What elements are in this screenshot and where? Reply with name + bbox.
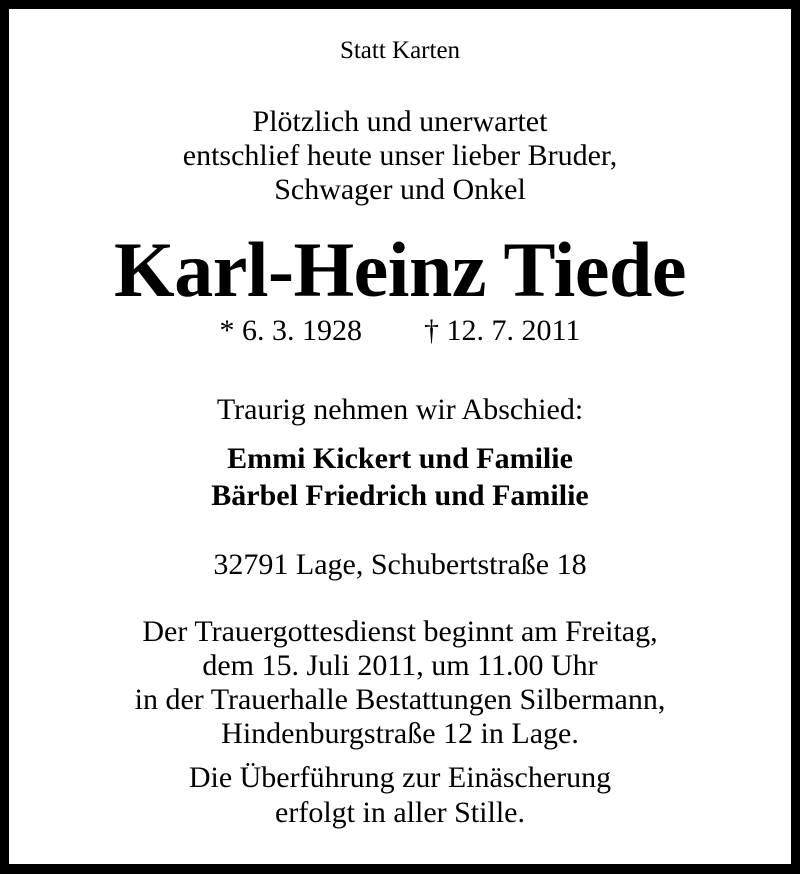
deceased-name bbox=[9, 226, 791, 314]
service-line: Der Trauergottesdienst beginnt am Freitag, bbox=[142, 615, 658, 648]
transfer-info bbox=[9, 760, 791, 830]
mourning-text bbox=[9, 392, 791, 428]
intro-text bbox=[9, 105, 791, 207]
service-line: Hindenburgstraße 12 in Lage. bbox=[221, 717, 579, 750]
mourner-family: Emmi Kickert und Familie bbox=[227, 442, 573, 475]
service-line: dem 15. Juli 2011, um 11.00 Uhr bbox=[202, 649, 598, 682]
transfer-line: erfolgt in aller Stille. bbox=[275, 796, 525, 829]
birth-date: * 6. 3. 1928 bbox=[219, 314, 363, 347]
header-text: Statt Karten bbox=[339, 37, 461, 64]
notice-header bbox=[9, 36, 791, 66]
mourners-list bbox=[9, 440, 791, 514]
death-date: † 12. 7. 2011 bbox=[424, 314, 581, 347]
mourning-line: Traurig nehmen wir Abschied: bbox=[216, 393, 584, 426]
funeral-service-info bbox=[9, 615, 791, 751]
deceased-name-text: Karl-Heinz Tiede bbox=[114, 226, 686, 313]
mourner-address bbox=[9, 547, 791, 583]
life-dates bbox=[9, 313, 791, 349]
transfer-line: Die Überführung zur Einäscherung bbox=[188, 761, 612, 794]
intro-line: Schwager und Onkel bbox=[274, 173, 526, 206]
address-line: 32791 Lage, Schubertstraße 18 bbox=[213, 548, 587, 581]
intro-line: Plötzlich und unerwartet bbox=[252, 105, 548, 138]
service-line: in der Trauerhalle Bestattungen Silbermann, bbox=[134, 683, 666, 716]
intro-line: entschlief heute unser lieber Bruder, bbox=[182, 139, 618, 172]
mourner-family: Bärbel Friedrich und Familie bbox=[211, 479, 589, 512]
